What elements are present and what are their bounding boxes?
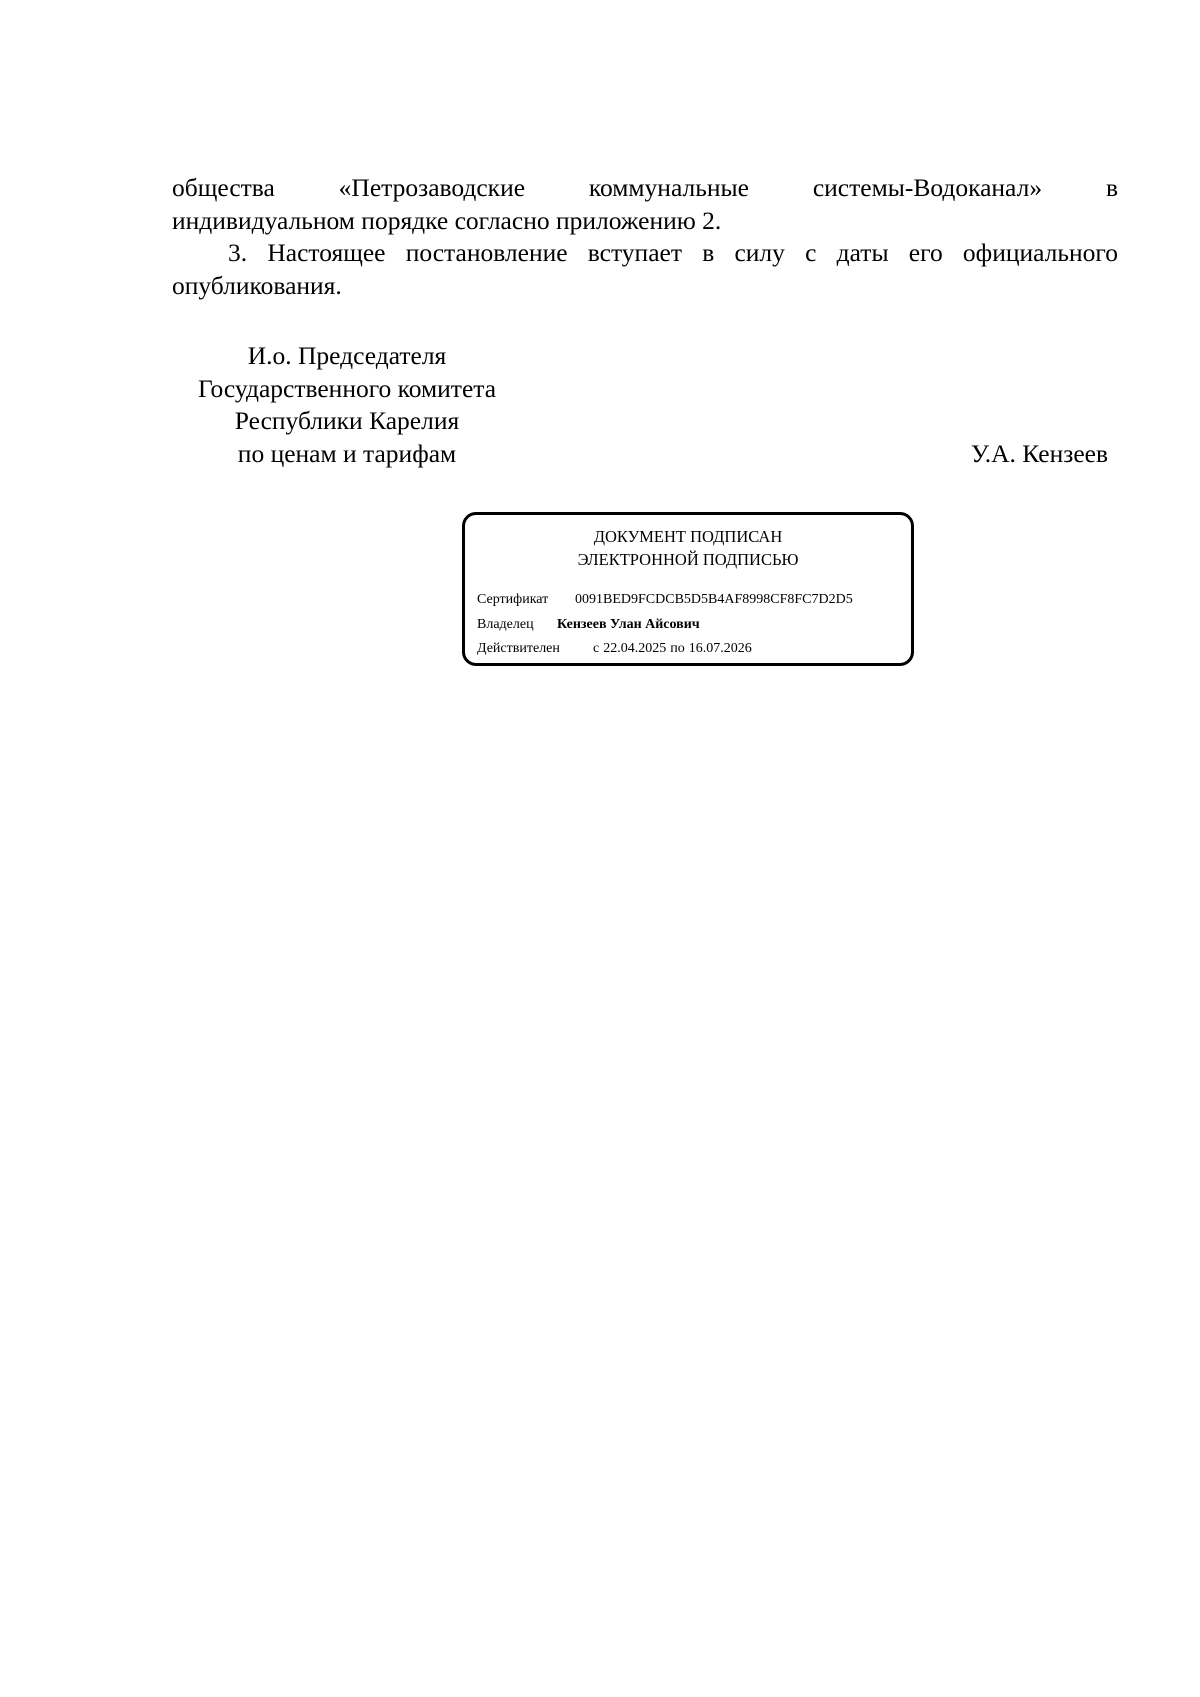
stamp-title	[465, 525, 911, 571]
position-line-1: И.о. Председателя	[247, 341, 447, 370]
position-line-3: Республики Карелия	[234, 406, 460, 435]
valid-from-date: 22.04.2025	[603, 641, 667, 656]
validity-label: Действителен	[477, 641, 560, 656]
valid-to-word: по	[670, 641, 685, 656]
valid-from-word: с	[593, 641, 600, 656]
certificate-label: Сертификат	[477, 592, 549, 607]
owner-value: Кензеев Улан Айсович	[557, 617, 700, 632]
paragraph-3: 3. Настоящее постановление вступает в силу с даты его официального опубликования.	[172, 238, 1118, 300]
stamp-owner-row	[477, 616, 700, 634]
electronic-signature-stamp	[462, 512, 914, 666]
position-line-2: Государственного комитета	[197, 373, 497, 403]
owner-label: Владелец	[477, 617, 534, 632]
position-line-4: по ценам и тарифам	[237, 438, 457, 468]
stamp-title-line-2: ЭЛЕКТРОННОЙ ПОДПИСЬЮ	[577, 550, 799, 569]
signatory-name: У.А. Кензеев	[970, 438, 1108, 468]
document-body	[172, 172, 1118, 302]
stamp-title-line-1: ДОКУМЕНТ ПОДПИСАН	[593, 527, 783, 546]
valid-to-date: 16.07.2026	[688, 641, 752, 656]
paragraph-continuation-line-2: индивидуальном порядке согласно приложению 2.	[172, 205, 722, 235]
signature-block	[172, 340, 1118, 472]
certificate-value: 0091BED9FCDCB5D5B4AF8998CF8FC7D2D5	[575, 592, 853, 607]
stamp-certificate-row	[477, 591, 853, 609]
signatory-position	[172, 340, 522, 470]
stamp-validity-row	[477, 640, 752, 658]
paragraph-continuation-line-1: общества «Петрозаводские коммунальные системы-Водоканал» в	[172, 173, 1118, 202]
